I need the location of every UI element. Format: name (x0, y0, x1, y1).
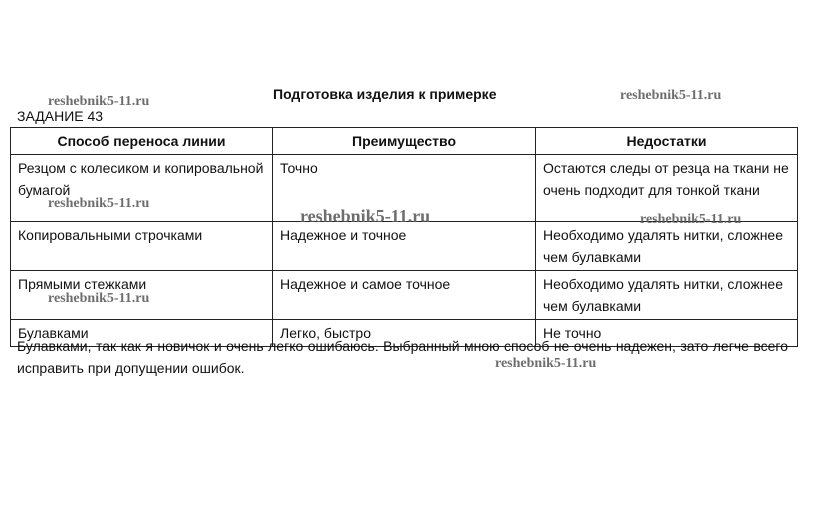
page-title: Подготовка изделия к примерке (273, 86, 497, 102)
table-cell-disadvantage: Необходимо удалять нитки, сложнее чем булавками (536, 222, 798, 271)
table-cell-advantage: Легко, быстро (273, 320, 536, 347)
watermark: reshebnik5-11.ru (300, 206, 431, 226)
column-header-advantage: Преимущество (273, 128, 536, 155)
column-header-disadvantages: Недостатки (536, 128, 798, 155)
table-cell-advantage: Надежное и точное (273, 222, 536, 271)
table-cell-method: Прямыми стежками (11, 271, 273, 320)
answer-text: Булавками, так как я новичок и очень легко ошибаюсь. Выбранный мною способ не очень надежен, зато легче всего исправить при допущении ошибок. (17, 338, 788, 376)
table-header-row (11, 128, 798, 155)
table-cell-method: Копировальными строчками (11, 222, 273, 271)
comparison-table (10, 127, 798, 347)
table-cell-disadvantage: Не точно (536, 320, 798, 347)
watermark: reshebnik5-11.ru (495, 356, 597, 371)
table-cell-disadvantage: Остаются следы от резца на ткани не очень подходит для тонкой ткани (536, 155, 798, 222)
watermark: reshebnik5-11.ru (640, 212, 742, 227)
table-cell-method: Резцом с колесиком и копировальной бумагой (11, 155, 273, 222)
column-header-method: Способ переноса линии (11, 128, 273, 155)
table-row (11, 222, 798, 271)
table-cell-advantage: Точно (273, 155, 536, 222)
watermark: reshebnik5-11.ru (48, 94, 150, 109)
table-cell-method: Булавками (11, 320, 273, 347)
watermark: reshebnik5-11.ru (620, 88, 722, 103)
table-cell-advantage: Надежное и самое точное (273, 271, 536, 320)
watermark: reshebnik5-11.ru (48, 196, 150, 211)
watermark: reshebnik5-11.ru (48, 291, 150, 306)
task-label: ЗАДАНИЕ 43 (17, 108, 104, 124)
table-cell-disadvantage: Необходимо удалять нитки, сложнее чем булавками (536, 271, 798, 320)
